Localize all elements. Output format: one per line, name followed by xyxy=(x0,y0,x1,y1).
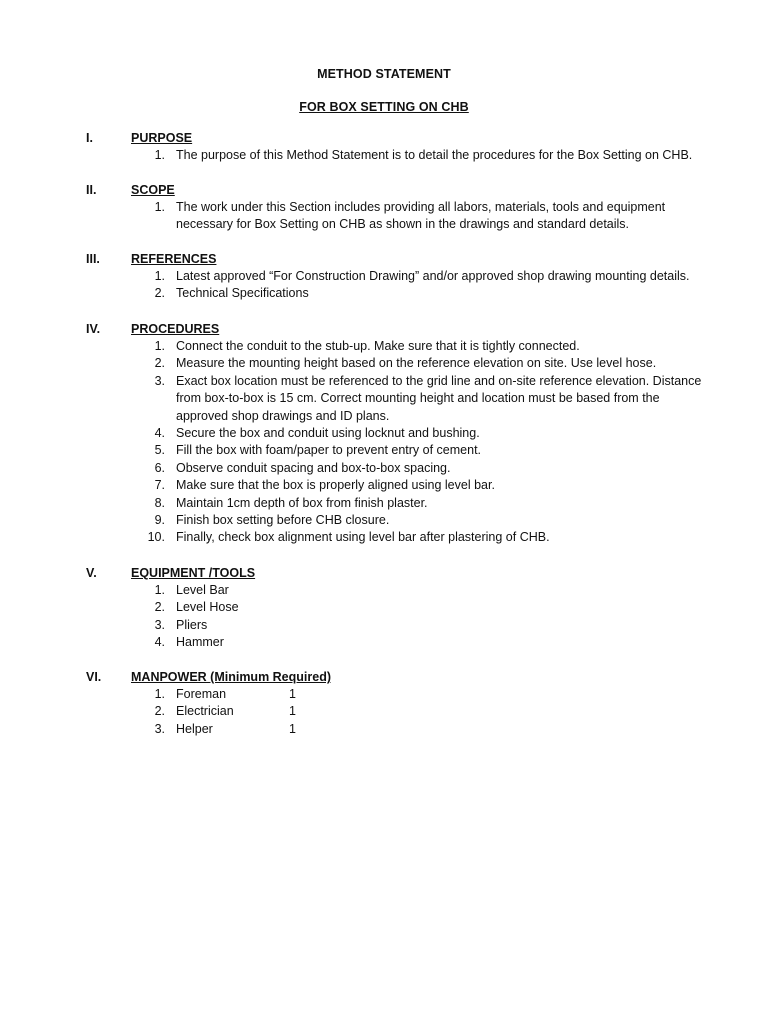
list-item xyxy=(0,425,768,442)
section-header xyxy=(0,669,768,686)
section-numeral: VI. xyxy=(86,670,102,684)
section-header xyxy=(0,251,768,268)
item-number: 1. xyxy=(154,200,165,214)
item-text: Observe conduit spacing and box-to-box spacing. xyxy=(176,460,451,475)
item-text: Hammer xyxy=(176,635,224,650)
list-item xyxy=(0,338,768,355)
item-text: Foreman xyxy=(176,687,227,701)
procedures-list xyxy=(0,338,768,547)
list-item xyxy=(0,703,768,720)
section-scope xyxy=(0,182,768,234)
item-text: Electrician xyxy=(176,704,234,719)
list-item xyxy=(0,355,768,372)
item-number: 5. xyxy=(154,443,165,458)
section-heading: PROCEDURES xyxy=(131,322,220,336)
section-manpower xyxy=(0,669,768,738)
list-item xyxy=(0,617,768,634)
document-title: METHOD STATEMENT xyxy=(317,67,451,81)
item-number: 9. xyxy=(154,513,165,528)
item-text: Secure the box and conduit using locknut and bushing. xyxy=(176,426,480,441)
item-text: Pliers xyxy=(176,617,208,632)
section-header xyxy=(0,321,768,338)
section-numeral: II. xyxy=(86,183,97,197)
list-item xyxy=(0,199,768,234)
item-number: 8. xyxy=(154,495,165,510)
item-text: Exact box location must be referenced to the grid line and on-site reference elevation. Distance from box-to-box is 15 cm. Correct mounting height and location must be based from the approved shop drawings and ID plans. xyxy=(176,373,702,423)
list-item xyxy=(0,442,768,459)
scope-list xyxy=(0,199,768,234)
list-item xyxy=(0,599,768,616)
item-number: 3. xyxy=(154,373,165,388)
item-number: 2. xyxy=(154,704,165,719)
item-number: 3. xyxy=(154,617,165,632)
item-quantity: 1 xyxy=(289,704,296,719)
item-number: 1. xyxy=(154,148,165,162)
list-item xyxy=(0,147,768,164)
section-numeral: V. xyxy=(86,566,97,580)
list-item xyxy=(0,582,768,599)
item-number: 4. xyxy=(154,635,165,650)
document-subtitle: FOR BOX SETTING ON CHB xyxy=(299,100,469,114)
item-number: 6. xyxy=(154,460,165,475)
list-item xyxy=(0,495,768,512)
item-text: Latest approved “For Construction Drawing” and/or approved shop drawing mounting details. xyxy=(176,269,690,283)
list-item xyxy=(0,634,768,651)
equipment-list xyxy=(0,582,768,652)
section-header xyxy=(0,182,768,199)
item-text: Technical Specifications xyxy=(176,286,309,301)
item-number: 3. xyxy=(154,721,165,736)
purpose-list xyxy=(0,147,768,164)
item-text: Connect the conduit to the stub-up. Make sure that it is tightly connected. xyxy=(176,339,580,353)
list-item xyxy=(0,686,768,703)
item-text: Measure the mounting height based on the reference elevation on site. Use level hose. xyxy=(176,356,657,371)
item-number: 1. xyxy=(154,269,165,283)
item-text: Maintain 1cm depth of box from finish plaster. xyxy=(176,495,428,510)
item-number: 7. xyxy=(154,478,165,493)
item-quantity: 1 xyxy=(289,721,296,736)
item-text: Make sure that the box is properly aligned using level bar. xyxy=(176,478,495,493)
item-number: 2. xyxy=(154,600,165,615)
section-numeral: III. xyxy=(86,252,100,266)
item-text: Helper xyxy=(176,721,213,736)
item-text: Level Bar xyxy=(176,583,229,597)
item-text: Level Hose xyxy=(176,600,239,615)
section-heading: PURPOSE xyxy=(131,131,193,145)
item-number: 1. xyxy=(154,339,165,353)
list-item xyxy=(0,285,768,302)
section-heading: SCOPE xyxy=(131,183,175,197)
item-quantity: 1 xyxy=(289,687,296,701)
section-header xyxy=(0,565,768,582)
section-purpose xyxy=(0,130,768,164)
section-header xyxy=(0,130,768,147)
item-text: The purpose of this Method Statement is to detail the procedures for the Box Setting on CHB. xyxy=(176,148,693,162)
section-numeral: I. xyxy=(86,131,93,145)
section-procedures xyxy=(0,321,768,547)
section-heading: MANPOWER (Minimum Required) xyxy=(131,670,331,684)
item-number: 2. xyxy=(154,286,165,301)
item-number: 2. xyxy=(154,356,165,371)
list-item xyxy=(0,477,768,494)
item-number: 4. xyxy=(154,426,165,441)
section-heading: EQUIPMENT /TOOLS xyxy=(131,566,256,580)
list-item xyxy=(0,268,768,285)
list-item xyxy=(0,512,768,529)
item-text: Finally, check box alignment using level bar after plastering of CHB. xyxy=(176,530,550,545)
item-number: 1. xyxy=(154,687,165,701)
item-text: Finish box setting before CHB closure. xyxy=(176,513,390,528)
item-text: The work under this Section includes providing all labors, materials, tools and equipment necessary for Box Setting on CHB as shown in the drawings and standard details. xyxy=(176,200,666,232)
section-equipment xyxy=(0,565,768,652)
references-list xyxy=(0,268,768,303)
list-item xyxy=(0,460,768,477)
section-references xyxy=(0,251,768,303)
manpower-list xyxy=(0,686,768,738)
section-heading: REFERENCES xyxy=(131,252,217,266)
list-item xyxy=(0,529,768,546)
item-number: 10. xyxy=(147,530,165,545)
list-item xyxy=(0,373,768,425)
list-item xyxy=(0,721,768,738)
section-numeral: IV. xyxy=(86,322,101,336)
item-text: Fill the box with foam/paper to prevent entry of cement. xyxy=(176,443,482,458)
item-number: 1. xyxy=(154,583,165,597)
